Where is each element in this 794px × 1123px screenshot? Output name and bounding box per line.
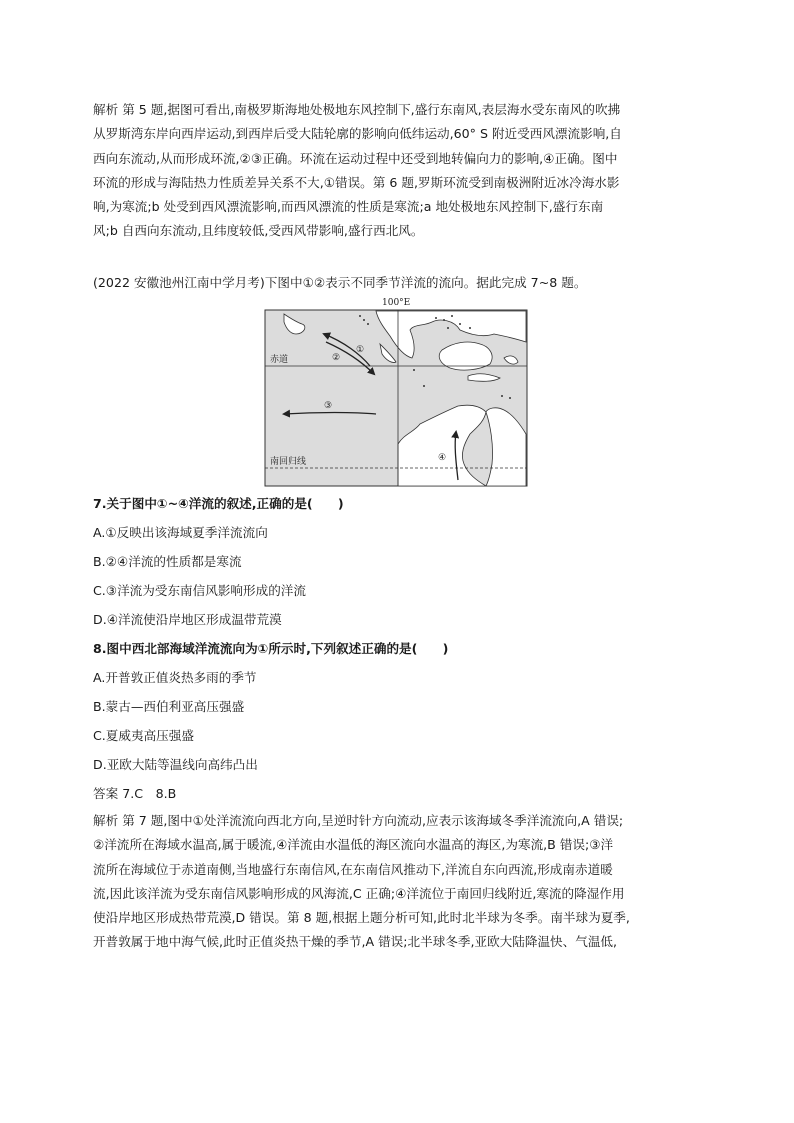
analysis-line: 环流的形成与海陆热力性质差异关系不大,①错误。第 6 题,罗斯环流受到南极洲附近冰冷海水影 [93,174,620,190]
analysis-line: 开普敦属于地中海气候,此时正值炎热干燥的季节,A 错误;北半球冬季,亚欧大陆降温快、气温低, [93,934,618,950]
q8-stem-text: 8.图中西北部海域洋流流向为①所示时,下列叙述正确的是( ) [93,641,449,656]
analysis-line: 从罗斯湾东岸向西岸运动,到西岸后受大陆轮廓的影响向低纬运动,60° S 附近受西风漂流影响,自 [93,126,622,142]
analysis-line: 流,因此该洋流为受东南信风影响形成的风海流,C 正确;④洋流位于南回归线附近,寒流的降湿作用 [93,885,625,901]
ocean-current-map [264,294,530,488]
analysis-line: ②洋流所在海域水温高,属于暖流,④洋流由水温低的海区流向水温高的海区,为寒流,B 错误;③洋 [93,837,614,853]
analysis-line: 流所在海域位于赤道南侧,当地盛行东南信风,在东南信风推动下,洋流自东向西流,形成南赤道暖 [93,861,613,877]
current-2-label: ② [332,353,341,363]
q8-option-d: D.亚欧大陆等温线向高纬凸出 [93,757,258,772]
analysis-line: 使沿岸地区形成热带荒漠,D 错误。第 8 题,根据上题分析可知,此时北半球为冬季。南半球为夏季, [93,910,630,926]
analysis-line: 解析 第 7 题,图中①处洋流流向西北方向,呈逆时针方向流动,应表示该海域冬季洋流流向,A 错误; [93,813,624,828]
analysis-line: 风;b 自西向东流动,且纬度较低,受西风带影响,盛行西北风。 [93,223,424,239]
tropic-label: 南回归线 [270,457,307,467]
analysis-line: 西向东流动,从而形成环流,②③正确。环流在运动过程中还受到地转偏向力的影响,④正确。图中 [93,150,618,166]
analysis-7-8 [93,809,703,955]
map-figure [264,294,530,488]
current-3-label: ③ [324,401,333,411]
q7-option-a: A.①反映出该海域夏季洋流流向 [93,525,268,540]
q7-stem [93,494,344,514]
current-1-label: ① [356,345,365,355]
q8-option-c: C.夏威夷高压强盛 [93,728,194,743]
analysis-line: 响,为寒流;b 处受到西风漂流影响,而西风漂流的性质是寒流;a 地处极地东风控制下,盛行东南 [93,199,604,215]
question-intro: (2022 安徽池州江南中学月考)下图中①②表示不同季节洋流的流向。据此完成 7~8 题。 [93,275,587,290]
q7-option-b: B.②④洋流的性质都是寒流 [93,554,242,569]
analysis-5-6 [93,98,703,244]
q7-stem-text: 7.关于图中①~④洋流的叙述,正确的是( ) [93,496,344,511]
q8-option-a: A.开普敦正值炎热多雨的季节 [93,670,257,685]
equator-label: 赤道 [270,355,289,365]
analysis-line: 解析 第 5 题,据图可看出,南极罗斯海地处极地东风控制下,盛行东南风,表层海水受东南风的吹拂 [93,102,621,117]
meridian-label: 100°E [382,298,411,308]
q7-option-d: D.④洋流使沿岸地区形成温带荒漠 [93,612,282,627]
q8-option-b: B.蒙古—西伯利亚高压强盛 [93,699,245,714]
q8-stem [93,639,448,659]
q7-option-c: C.③洋流为受东南信风影响形成的洋流 [93,583,306,598]
current-4-label: ④ [438,453,447,463]
answer-line: 答案 7.C 8.B [93,786,177,801]
